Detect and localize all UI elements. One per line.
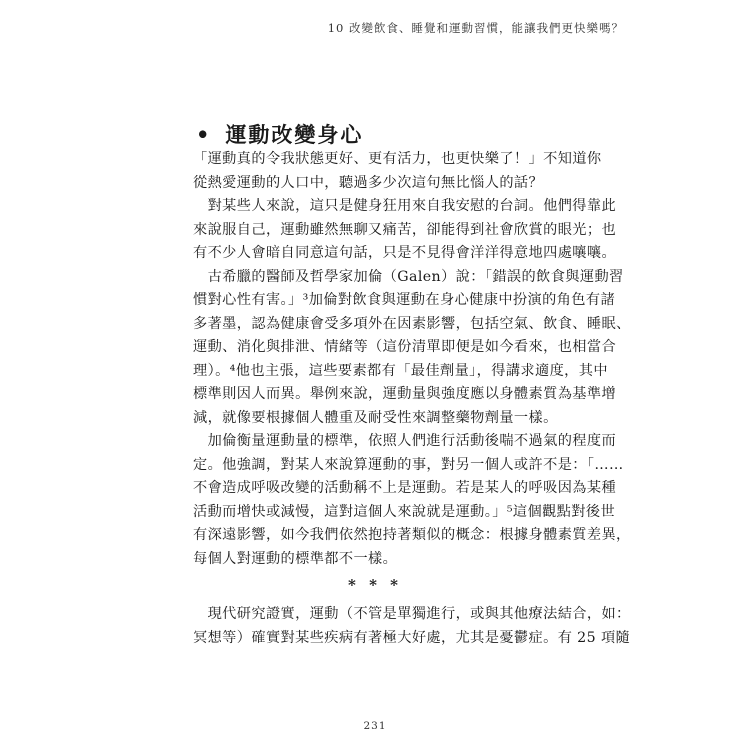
text-line: 定。他強調，對某人來說算運動的事，對另一個人或許不是：「……: [193, 456, 624, 473]
text-line: 標準則因人而異。舉例來說，運動量與強度應以身體素質為基準增: [193, 386, 617, 402]
body-text-continued: [193, 603, 631, 650]
text-line: 古希臘的醫師及哲學家加倫（Galen）說：「錯誤的飲食與運動習: [193, 268, 624, 285]
text-line: 有深遠影響，如今我們依然抱持著類似的概念：根據身體素質差異，: [193, 527, 631, 543]
section-title: 運動改變身心: [225, 122, 364, 147]
text-line: 現代研究證實，運動（不管是單獨進行，或與其他療法結合，如：: [193, 606, 631, 622]
bullet-icon: •: [196, 122, 212, 147]
text-line: 加倫衡量運動量的標準，依照人們進行活動後喘不過氣的程度而: [193, 433, 617, 449]
running-header: 10 改變飲食、睡覺和運動習慣，能讓我們更快樂嗎？: [327, 21, 624, 35]
text-line: 多著墨，認為健康會受多項外在因素影響，包括空氣、飲食、睡眠、: [193, 315, 631, 332]
section-separator: * * *: [348, 576, 402, 594]
text-line: 冥想等）確實對某些疾病有著極大好處，尤其是憂鬱症。有 25 項隨: [193, 629, 631, 646]
text-line: 來說服自己，運動雖然無聊又痛苦，卻能得到社會欣賞的眼光；也: [193, 221, 617, 238]
body-text: [193, 148, 631, 571]
text-line: 每個人對運動的標準都不一樣。: [193, 550, 398, 567]
text-line: 理）。⁴他也主張，這些要素都有「最佳劑量」，得講求適度，其中: [193, 362, 608, 379]
text-line: 減，就像要根據個人體重及耐受性來調整藥物劑量一樣。: [193, 409, 558, 426]
text-line: 慣對心性有害。」³加倫對飲食與運動在身心健康中扮演的角色有諸: [193, 292, 616, 308]
text-line: 不會造成呼吸改變的活動稱不上是運動。若是某人的呼吸因為某種: [193, 480, 617, 496]
text-line: 「運動真的令我狀態更好、更有活力，也更快樂了！」不知道你: [193, 151, 602, 167]
section-heading: [196, 119, 363, 149]
page-number: 231: [363, 720, 387, 732]
text-line: 運動、消化與排泄、情緒等（這份清單即便是如今看來，也相當合: [193, 339, 617, 355]
text-line: 有不少人會暗自同意這句話，只是不見得會洋洋得意地四處嚷嚷。: [193, 245, 617, 261]
text-line: 活動而增快或減慢，這對這個人來說就是運動。」⁵這個觀點對後世: [193, 503, 616, 520]
text-line: 從熱愛運動的人口中，聽過多少次這句無比惱人的話？: [193, 174, 544, 191]
text-line: 對某些人來說，這只是健身狂用來自我安慰的台詞。他們得靠此: [193, 198, 617, 214]
